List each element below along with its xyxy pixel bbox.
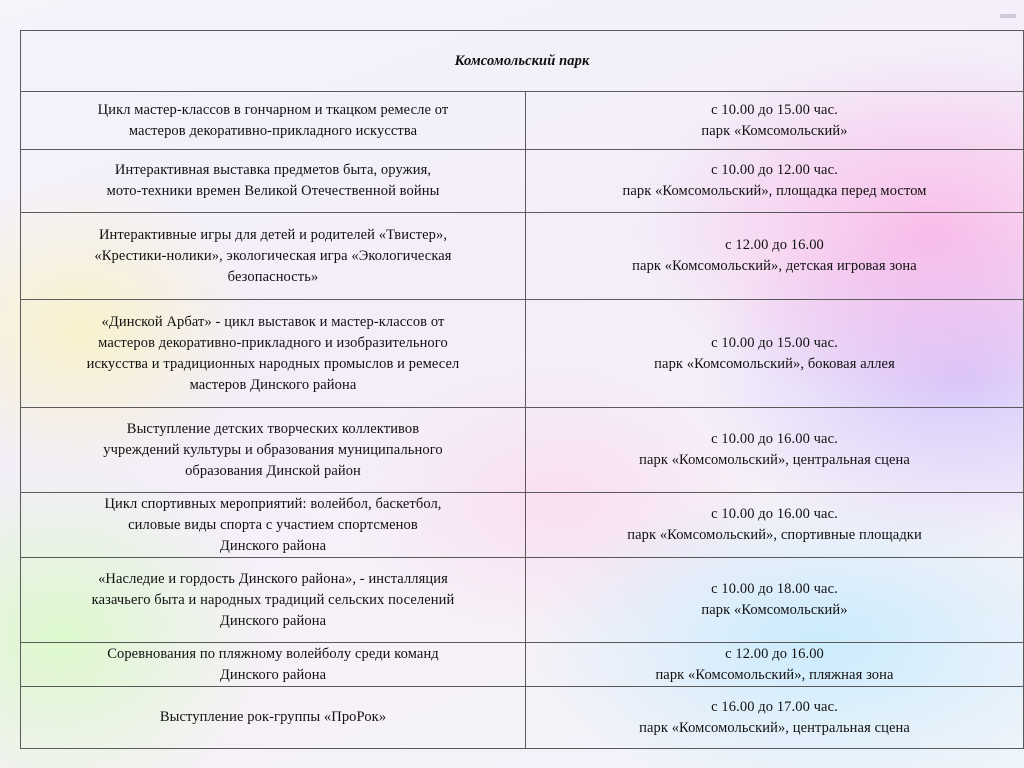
table-row	[21, 408, 1024, 493]
event-description	[21, 643, 526, 687]
event-description	[21, 300, 526, 408]
event-line: искусства и традиционных народных промыслов и ремесел	[86, 355, 460, 372]
event-time-place	[526, 150, 1024, 213]
event-line: Динского района	[219, 537, 327, 554]
event-time: с 10.00 до 15.00 час.	[711, 101, 838, 118]
event-line: Выступление рок-группы «ПроРок»	[159, 709, 387, 725]
event-place: парк «Комсомольский», центральная сцена	[639, 452, 910, 468]
event-line: мастеров Динского района	[189, 376, 357, 393]
event-time: с 12.00 до 16.00	[725, 237, 824, 253]
event-time: с 10.00 до 16.00 час.	[711, 506, 838, 522]
table-row	[21, 687, 1024, 749]
event-time: с 10.00 до 12.00 час.	[711, 162, 838, 178]
event-time-place	[526, 687, 1024, 749]
event-time: с 10.00 до 18.00 час.	[711, 581, 838, 597]
event-line: мастеров декоративно-прикладного искусства	[128, 122, 418, 139]
event-place: парк «Комсомольский», детская игровая зона	[632, 258, 917, 274]
event-place: парк «Комсомольский»	[701, 122, 848, 139]
table-row	[21, 300, 1024, 408]
event-place: парк «Комсомольский», площадка перед мостом	[622, 183, 927, 199]
event-description	[21, 92, 526, 150]
event-time-place	[526, 493, 1024, 558]
event-line: Цикл мастер-классов в гончарном и ткацком ремесле от	[97, 101, 449, 118]
event-line: Соревнования по пляжному волейболу среди команд	[107, 645, 439, 662]
event-place: парк «Комсомольский», спортивные площадки	[627, 527, 922, 543]
event-time: с 16.00 до 17.00 час.	[711, 698, 838, 715]
event-line: мото-техники времен Великой Отечественной войны	[106, 183, 440, 199]
table-row	[21, 493, 1024, 558]
table-row	[21, 558, 1024, 643]
event-line: «Крестики-нолики», экологическая игра «Экологическая	[94, 247, 452, 264]
schedule-table	[20, 30, 1024, 749]
event-line: безопасность»	[227, 268, 319, 285]
event-line: мастеров декоративно-прикладного и изобразительного	[98, 334, 448, 351]
event-line: «Динской Арбат» - цикл выставок и мастер-классов от	[101, 313, 445, 330]
event-line: Интерактивные игры для детей и родителей «Твистер»,	[98, 226, 448, 243]
event-line: Динского района	[219, 612, 327, 629]
table-row	[21, 643, 1024, 687]
watermark-mark	[1000, 14, 1016, 18]
table-row	[21, 150, 1024, 213]
event-description	[21, 558, 526, 643]
table-row	[21, 92, 1024, 150]
event-description	[21, 687, 526, 749]
page-title: Комсомольский парк	[21, 31, 1024, 92]
event-time-place	[526, 300, 1024, 408]
event-place: парк «Комсомольский», пляжная зона	[655, 666, 894, 683]
event-line: казачьего быта и народных традиций сельских поселений	[91, 591, 455, 608]
event-line: Динского района	[219, 666, 327, 683]
event-time: с 12.00 до 16.00	[725, 645, 824, 662]
event-line: образования Динской район	[185, 462, 361, 479]
event-place: парк «Комсомольский»	[701, 602, 848, 618]
event-time-place	[526, 408, 1024, 493]
event-place: парк «Комсомольский», центральная сцена	[639, 719, 910, 736]
event-line: «Наследие и гордость Динского района», - инсталляция	[98, 570, 448, 587]
event-line: Цикл спортивных мероприятий: волейбол, баскетбол,	[104, 495, 442, 512]
event-description	[21, 493, 526, 558]
event-place: парк «Комсомольский», боковая аллея	[654, 355, 895, 372]
event-time: с 10.00 до 16.00 час.	[711, 431, 838, 447]
event-line: Интерактивная выставка предметов быта, оружия,	[114, 162, 432, 178]
event-line: учреждений культуры и образования муниципального	[103, 441, 443, 458]
event-line: силовые виды спорта с участием спортсменов	[128, 516, 418, 533]
event-time-place	[526, 643, 1024, 687]
event-time-place	[526, 213, 1024, 300]
event-time-place	[526, 558, 1024, 643]
event-description	[21, 213, 526, 300]
event-description	[21, 150, 526, 213]
title-row	[21, 31, 1024, 92]
table-row	[21, 213, 1024, 300]
event-time: с 10.00 до 15.00 час.	[711, 334, 838, 351]
event-description	[21, 408, 526, 493]
event-time-place	[526, 92, 1024, 150]
event-line: Выступление детских творческих коллективов	[126, 420, 420, 437]
